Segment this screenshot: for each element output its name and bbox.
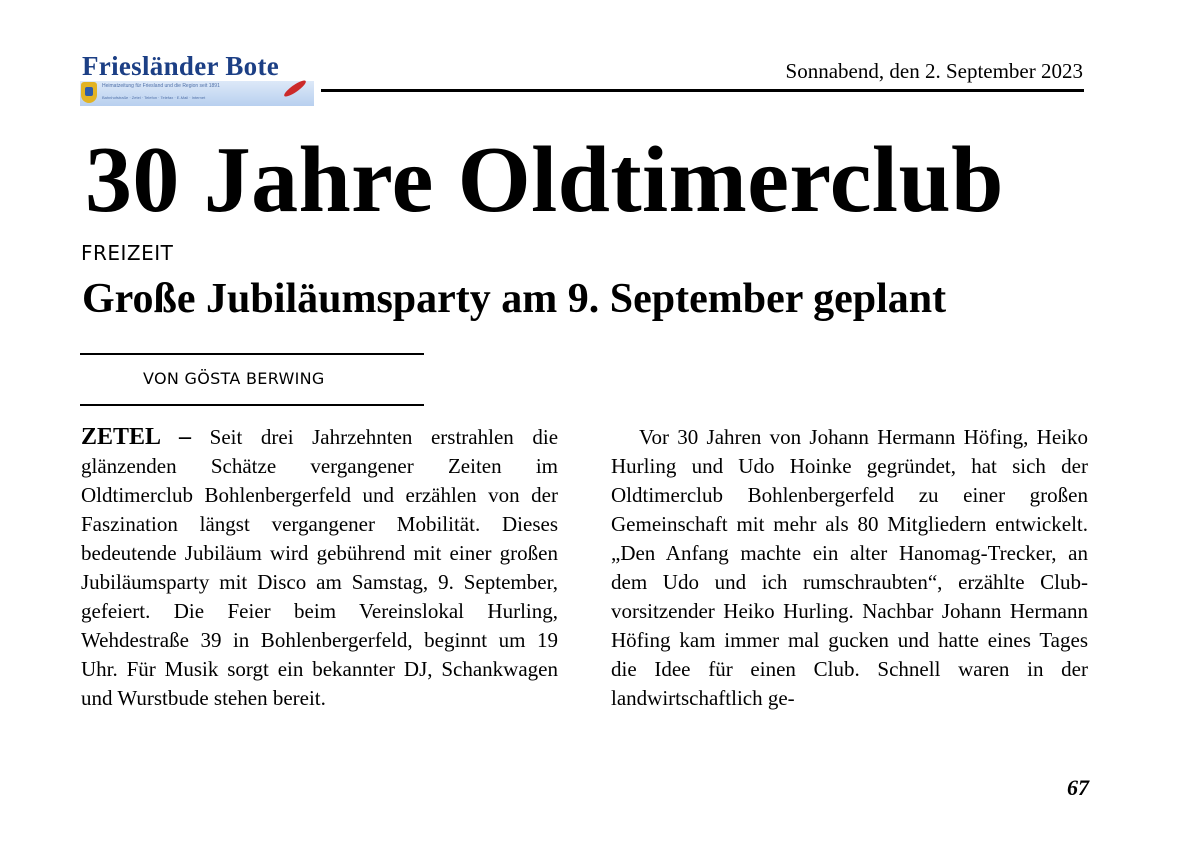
section-label: FREIZEIT	[81, 241, 174, 265]
article-text-1: Seit drei Jahrzehnten erstrahlen die glänzenden Schätze vergangener Zeiten im Oldtimerclub Bohlenbergerfeld und erzählen von der Faszination längst vergangener Mobilität. Dieses bedeutende Jubiläum wird gebührend mit einer großen Jubiläumsparty mit Disco am Samstag, 9. September, gefeiert. Die Feier beim Vereinslokal Hurling, Wehdestraße 39 in Bohlenbergerfeld, beginnt um 19 Uhr. Für Musik sorgt ein bekannter DJ, Schankwagen und Wurstbude stehen bereit.	[81, 425, 559, 710]
article-paragraph-2: Vor 30 Jahren von Johann Hermann Höfing, Heiko Hurling und Udo Hoinke gegründet, hat sich der Oldtimerclub Bohlenbergerfeld zu einer großen Gemeinschaft mit mehr als 80 Mitgliedern entwickelt. „Den Anfang machte ein alter Hanomag-Trecker, an dem Udo und ich rumschraubten“, erzählte Clubvorsitzender Heiko Hurling. Nachbar Johann Hermann Höfing kam immer mal gucken und hatte eines Tages die Idee für einen Club. Schnell waren in der landwirtschaftlich ge-	[611, 425, 1088, 710]
logo-contact-info: Bahnhofstraße · Zetel · Telefon · Telefax · E-Mail · Internet	[102, 95, 206, 100]
byline: VON GÖSTA BERWING	[143, 369, 325, 388]
article-column-left	[81, 423, 558, 713]
newspaper-name: Friesländer Bote	[82, 51, 280, 81]
byline-rule-top	[80, 353, 424, 355]
coat-of-arms-icon	[81, 82, 97, 103]
issue-date: Sonnabend, den 2. September 2023	[785, 59, 1083, 83]
dateline: ZETEL –	[81, 424, 192, 450]
logo-tagline: Heimatzeitung für Friesland und die Region seit 1891	[102, 83, 220, 89]
header-rule	[321, 89, 1084, 92]
headline: 30 Jahre Oldtimerclub	[85, 128, 1004, 232]
article-column-right	[611, 423, 1088, 713]
newspaper-logo	[80, 51, 314, 106]
byline-rule-bottom	[80, 404, 424, 406]
page-number: 67	[1067, 775, 1089, 800]
article-paragraph-1	[81, 423, 558, 713]
subheadline: Große Jubiläumsparty am 9. September geplant	[82, 276, 947, 322]
